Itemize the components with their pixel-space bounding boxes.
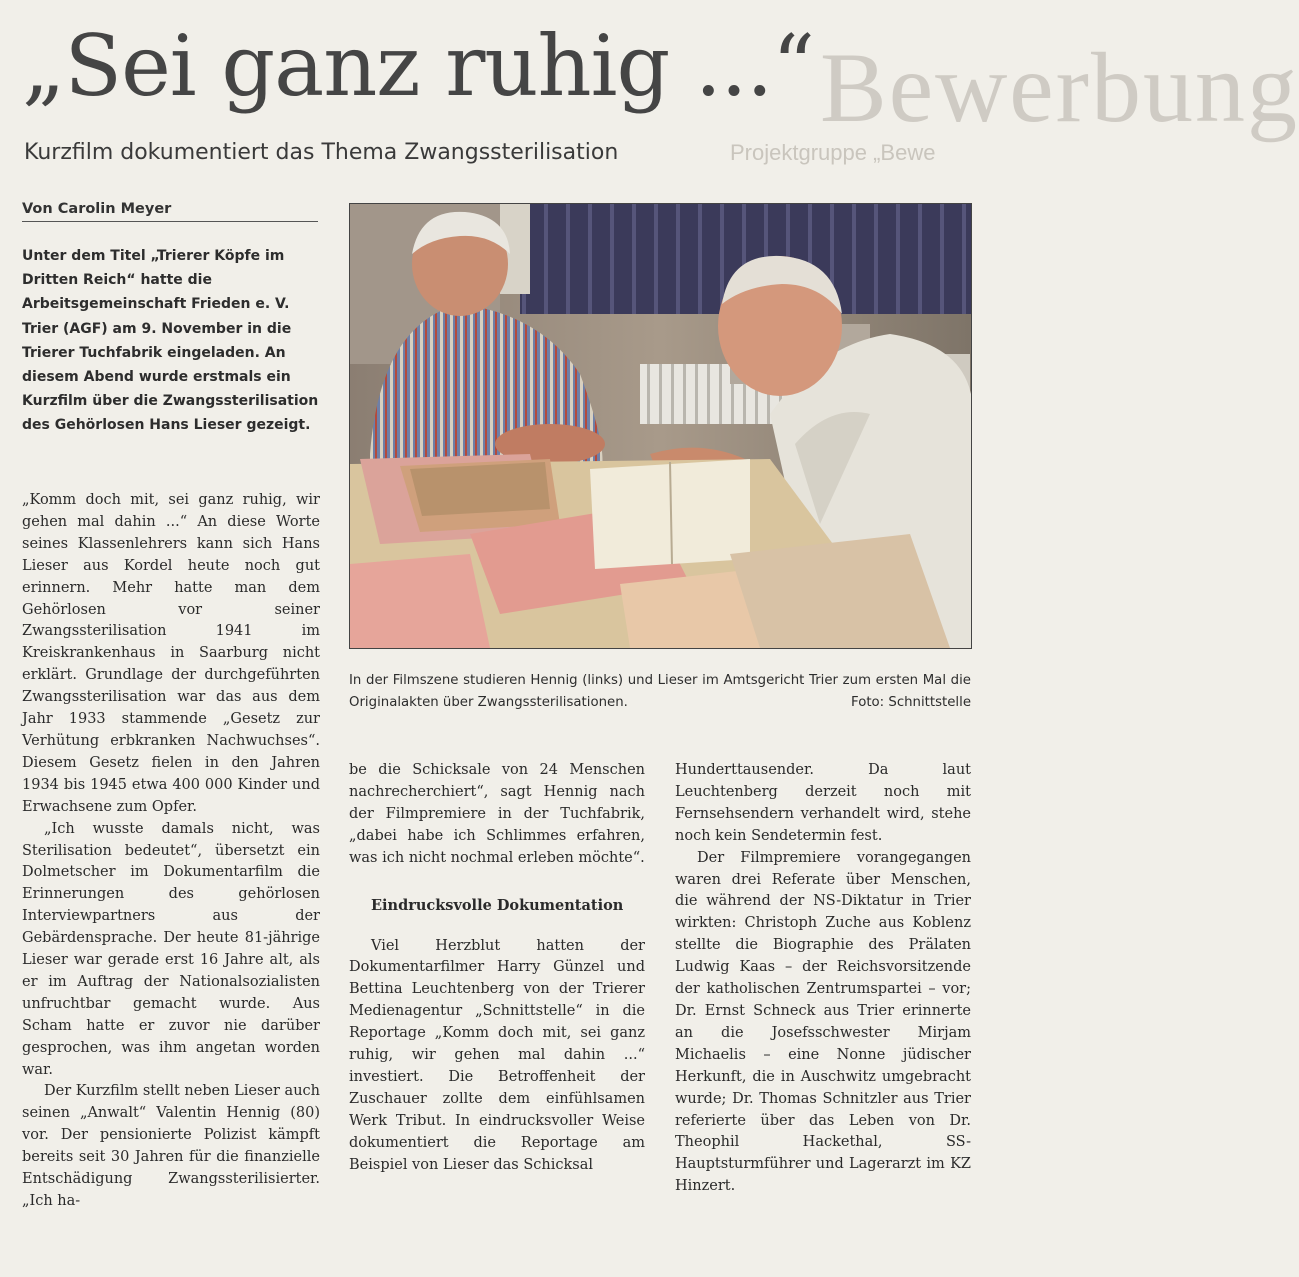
photo-credit: Foto: Schnittstelle [851,694,971,710]
lead-paragraph: Unter dem Titel „Trierer Köpfe im Dritten Reich“ hatte die Arbeitsgemeinschaft Frieden e. V. Trier (AGF) am 9. November in die Trierer Tuchfabrik eingeladen. An diesem Abend wurde erstmals ein Kurzfilm über die Zwangssterilisation des Gehörlosen Hans Lieser gezeigt. [22,248,319,434]
article-column-1 [22,490,320,1213]
photo-caption [349,670,971,713]
body-paragraph: Hunderttausender. Da laut Leuchtenberg derzeit noch mit Fernsehsendern verhandelt wird, stehe noch kein Sendetermin fest. [675,762,971,844]
body-paragraph: be die Schicksale von 24 Menschen nachrecherchiert“, sagt Hennig nach der Filmpremiere in der Tuchfabrik, „dabei habe ich Schlimmes erfahren, was ich nicht nochmal erleben möchte“. [349,762,645,866]
subheadline: Kurzfilm dokumentiert das Thema Zwangssterilisation [24,140,619,165]
neighbor-article-subline: Projektgruppe „Bewe [730,140,936,165]
body-paragraph: „Ich wusste damals nicht, was Sterilisation bedeutet“, übersetzt ein Dolmetscher im Dokumentarfilm die Erinnerungen des gehörlosen Interviewpartners aus der Gebärdensprache. Der heute 81-jährige Lieser war gerade erst 16 Jahre alt, als er im Auftrag der Nationalsozialisten unfruchtbar gemacht wurde. Aus Scham hatte er zuvor nie darüber gesprochen, was ihm angetan worden war. [22,820,320,1078]
headline: „Sei ganz ruhig ...“ [22,17,814,115]
body-paragraph: „Komm doch mit, sei ganz ruhig, wir gehen mal dahin ...“ An diese Worte seines Klassenlehrers kann sich Hans Lieser aus Kordel heute noch gut erinnern. Mehr hatte man dem Gehörlosen vor seiner Zwangssterilisation 1941 im Kreiskrankenhaus in Saarburg nicht erklärt. Grundlage der durchgeführten Zwangssterilisation war das aus dem Jahr 1933 stammende „Gesetz zur Verhütung erbkranken Nachwuchses“. Diesem Gesetz fielen in den Jahren 1934 bis 1945 etwa 400 000 Kinder und Erwachsene zum Opfer. [22,492,320,815]
photo-illustration [350,204,971,648]
article-column-3 [675,760,971,1198]
section-heading: Eindrucksvolle Dokumentation [371,896,624,914]
body-paragraph: Der Kurzfilm stellt neben Lieser auch seinen „Anwalt“ Valentin Hennig (80) vor. Der pensionierte Polizist kämpft bereits seit 30 Jahren für die finanzielle Entschädigung Zwangssterilisierter. „Ich ha- [22,1083,320,1209]
body-paragraph: Der Filmpremiere vorangegangen waren drei Referate über Menschen, die während der NS-Diktatur in Trier wirkten: Christoph Zuche aus Koblenz stellte die Biographie des Prälaten Ludwig Kaas – der Reichsvorsitzende der katholischen Zentrumspartei – vor; Dr. Ernst Schneck aus Trier erinnerte an die Josefsschwester Mirjam Michaelis – eine Nonne jüdischer Herkunft, die in Auschwitz umgebracht wurde; Dr. Thomas Schnitzler aus Trier referierte über das Leben von Dr. Theophil Hackethal, SS-Hauptsturmführer und Lagerarzt im KZ Hinzert. [675,849,971,1195]
neighbor-article-headline: Bewerbung [820,32,1299,143]
article-column-2 [349,760,645,1177]
body-paragraph: Viel Herzblut hatten der Dokumentarfilmer Harry Günzel und Bettina Leuchtenberg von der Trierer Medienagentur „Schnittstelle“ in die Reportage „Komm doch mit, sei ganz ruhig, wir gehen mal dahin ...“ investiert. Die Betroffenheit der Zuschauer zollte dem einfühlsamen Werk Tribut. In eindrucksvoller Weise dokumentiert die Reportage am Beispiel von Lieser das Schicksal [349,937,645,1173]
byline: Von Carolin Meyer [22,201,318,222]
caption-text: In der Filmszene studieren Hennig (links) und Lieser im Amtsgericht Trier zum ersten Mal die Originalakten über Zwangssterilisationen. [349,673,971,710]
article-photo [349,203,972,649]
